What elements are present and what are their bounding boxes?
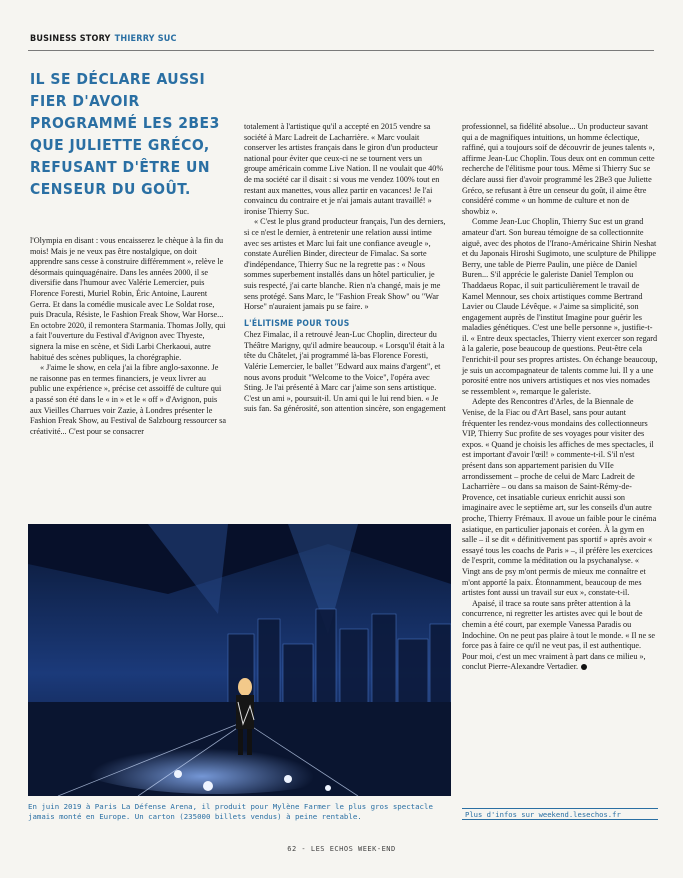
section-kicker <box>30 34 177 44</box>
photo-caption: En juin 2019 à Paris La Défense Arena, il produit pour Mylène Farmer le plus gros spectacle jamais monté en Europe. Un carton (235000 billets vendus) à peine rentable. <box>28 802 433 821</box>
paragraph: totalement à l'artistique qu'il a accepté en 2015 vendre sa société à Marc Ladreit de Lacharrière. « Marc voulait conserver les artistes français dans le giron d'un producteur national pour éviter que ceux-ci ne se tournent vers un groupe américain comme Live Nation. Il ne voulait que 40% de ma société car il disait : si vous me vendez 100% tout en restant aux manettes, vous allez partir en vacances! Je l'ai convaincu du contraire et je n'ai jamais autant travaillé! » ironise Thierry Suc. <box>244 122 444 216</box>
paragraph: Adepte des Rencontres d'Arles, de la Biennale de Venise, de la Fiac ou d'Art Basel, sans pour autant fréquenter les rendez-vous mondains des collectionneurs VIP, Thierry Suc profite de ses voyages pour visiter des expos. « Quand je choisis les affiches de mes spectacles, il est important d'avoir l'œil! » commente-t-il. S'il n'est présent dans son appartement parisien du VIIe arrondissement – proche de celui de Marc Ladreit de Lacharrière – ou dans sa maison de Saint-Rémy-de-Provence, cet insatiable curieux enrichit aussi son imaginaire avec le septième art, sur les conseils d'un autre proche, Thierry Frémaux. Il avoue un faible pour le cinéma asiatique, en particulier japonais et coréen. À la gym en salle – il se dit « définitivement pas sportif » après avoir « essayé tous les coachs de Paris » –, il préfère les exercices de l'esprit, comme la méditation ou la psychanalyse. « Vingt ans de psy m'ont permis de mieux me connaître et m'ont apporté la paix. Étonnamment, beaucoup de mes artistes font aussi un travail sur eux », constate-t-il. <box>462 397 657 598</box>
more-info-link[interactable]: Plus d'infos sur weekend.lesechos.fr <box>462 808 658 820</box>
paragraph: Comme Jean-Luc Choplin, Thierry Suc est un grand amateur d'art. Son bureau témoigne de sa collectionnite aiguë, avec des photos de l'Irano-Américaine Shirin Neshat et du Japonais Hiroshi Sugimoto, une sculpture de Philippe Berry, une table de Pierre Paulin, une pièce de Daniel Buren... S'il apprécie le galeriste Daniel Templon ou Thaddaeus Ropac, il suit particulièrement le travail de Kamel Mennour, ses choix artistiques comme Bertrand Lavier ou Claude Lévêque. « J'aime sa simplicité, son engagement auprès de l'institut Imagine pour guérir les maladies génétiques. C'est une belle personne », justifie-t-il. « Entre deux spectacles, Thierry vient exercer son regard à la galerie, pose beaucoup de questions. Peut-être cela l'enrichit-il pour ses propres artistes. On échange beaucoup, je suis un accompagnateur de talents comme lui. Il y a une porosité entre nos univers artistiques et nos vies nomades se ressemblent », remarque le galeriste. <box>462 217 658 396</box>
paragraph: professionnel, sa fidélité absolue... Un producteur savant qui a de magnifiques intuitions, un homme éclectique, raffiné, qui a toujours soif de découvrir de jeunes talents », affirme Jean-Luc Choplin. Tous deux ont en commun cette recherche de l'élitisme pour tous. Même si Thierry Suc se déclare aussi fier d'avoir programmé les 2Be3 que Juliette Gréco, se refusant à être un censeur du goût, il aime être considéré comme « un homme de culture et non de showbiz ». <box>462 122 655 216</box>
section-label: BUSINESS STORY <box>30 34 111 44</box>
column-1 <box>30 236 226 437</box>
end-mark <box>581 664 587 670</box>
paragraph-text: Apaisé, il trace sa route sans prêter attention à la concurrence, ni regretter les artistes avec qui le bout de chemin a été court, par exemple Vanessa Paradis ou Indochine. On ne peut pas plaire à tout le monde. « Il ne se force pas à faire ce qu'il ne veut pas, il est authentique. Pour moi, c'est un mec vraiment à part dans ce milieu », conclut Pierre-Alexandre Vertadier. <box>462 598 656 672</box>
paragraph: l'Olympia en disant : vous encaisserez le chèque à la fin du mois! Mais je ne veux pas être nostalgique, on doit apprendre sans cesse à construire différemment », relève le désormais quinquagénaire. Dans les années 2000, il se diversifie dans l'humour avec Valérie Lemercier, puis Florence Foresti, Muriel Robin, Éric Antoine, Laurent Gerra. Et dans la comédie musicale avec Le Soldat rose, puis Dracula, Résiste, le Fashion Freak Show, War Horse... En octobre 2020, il remontera Starmania. Thomas Jolly, qui a fait l'ouverture du Festival d'Avignon avec Thyeste, signera la mise en scène, et Sidi Larbi Cherkaoui, autre habitué des scènes publiques, la chorégraphie. <box>30 236 226 362</box>
page-footer: 62 - LES ECHOS WEEK-END <box>287 845 396 853</box>
subheading: L'ÉLITISME POUR TOUS <box>244 318 350 329</box>
concert-photo <box>28 524 451 796</box>
paragraph-final <box>462 599 658 673</box>
header-rule <box>28 50 654 51</box>
paragraph: « J'aime le show, en cela j'ai la fibre anglo-saxonne. Je ne raisonne pas en termes financiers, je veux livrer au public une expérience », précise cet assoiffé de culture qui a passé son été dans le « in » et le « off » d'Avignon, puis aux Vieilles Charrues voir Zazie, à Londres présenter le Fashion Freak Show, au Festival de Salzbourg ressourcer sa créativité... C'est pour se consacrer <box>30 363 227 436</box>
column-2 <box>244 122 446 415</box>
pull-quote: IL SE DÉCLARE AUSSI FIER D'AVOIR PROGRAMMÉ LES 2BE3 QUE JULIETTE GRÉCO, REFUSANT D'ÊTRE UN CENSEUR DU GOÛT. <box>30 70 220 198</box>
subject-name: THIERRY SUC <box>114 34 177 44</box>
stage-illustration <box>28 524 451 796</box>
paragraph: Chez Fimalac, il a retrouvé Jean-Luc Choplin, directeur du Théâtre Marigny, qu'il admire beaucoup. « Lorsqu'il était à la tête du Châtelet, j'ai programmé là-bas Florence Foresti, Valérie Lemercier, le ballet "Edward aux mains d'argent", et nous avons produit "Welcome to the Voice", l'opéra avec Sting. Je l'ai présenté à Marc car j'aime son sens artistique. C'est un ami », poursuit-il. Un ami qui le lui rend bien. « Je suis fan. Sa générosité, son attention sincère, son engagement <box>244 330 446 414</box>
paragraph: « C'est le plus grand producteur français, l'un des derniers, si ce n'est le dernier, à entretenir une relation aussi intime avec ses artistes et Marc lui fait une confiance aveugle », constate Aurélien Binder, directeur de Fimalac. Sa sorte d'indépendance, Thierry Suc ne la regrette pas : « Nous sommes superbement installés dans un hôtel particulier, je suis respecté, j'ai carte blanche. Rien n'a changé, mais je me sens protégé. Sans Marc, le "Fashion Freak Show" ou "War Horse" n'auraient jamais pu se faire. » <box>244 217 446 312</box>
column-3 <box>462 122 658 673</box>
